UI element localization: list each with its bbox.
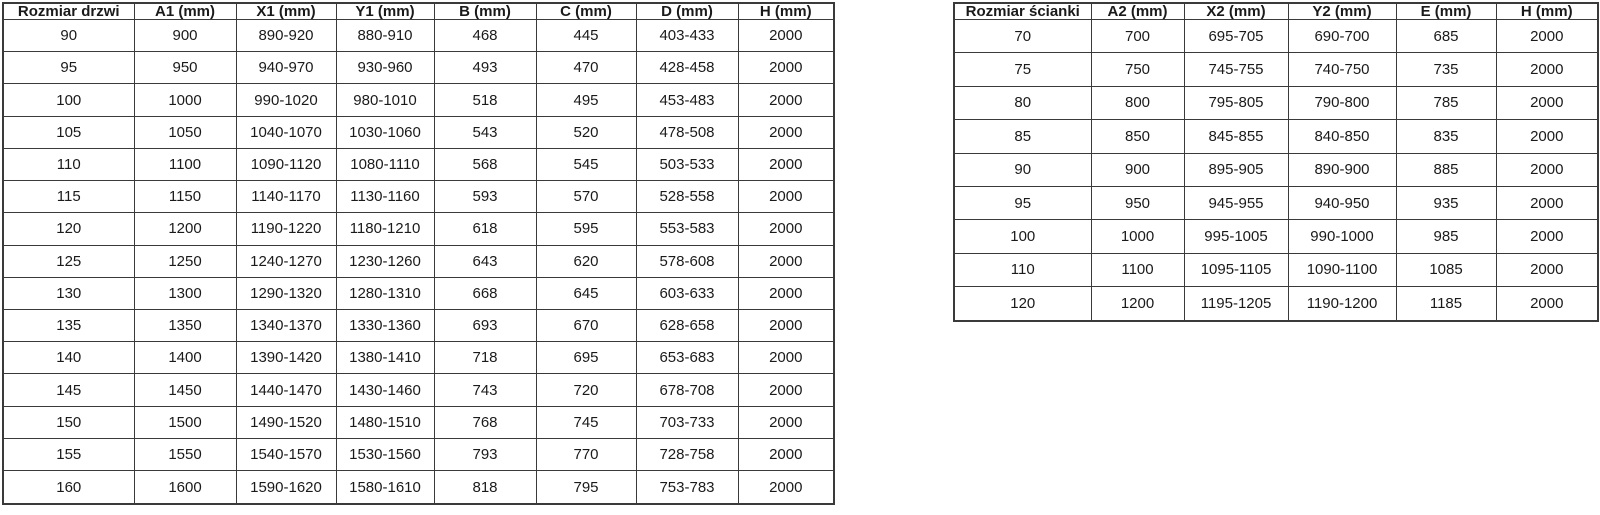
table-cell: 85 — [954, 120, 1091, 153]
table-row — [3, 116, 834, 148]
table-cell: 1540-1570 — [236, 438, 336, 470]
table-cell: 718 — [434, 342, 536, 374]
table-cell: 668 — [434, 277, 536, 309]
table-row — [3, 406, 834, 438]
table-row — [954, 253, 1598, 286]
table-cell: 503-533 — [636, 148, 738, 180]
table-cell: 890-900 — [1288, 153, 1396, 186]
table-cell: 110 — [3, 148, 134, 180]
table-cell: 850 — [1091, 120, 1184, 153]
table-cell: 900 — [1091, 153, 1184, 186]
table-cell: 818 — [434, 471, 536, 504]
table-cell: 740-750 — [1288, 53, 1396, 86]
table-row — [954, 220, 1598, 253]
table-row — [954, 53, 1598, 86]
header-row — [954, 3, 1598, 20]
table-row — [3, 438, 834, 470]
table-cell: 543 — [434, 116, 536, 148]
table-cell: 90 — [954, 153, 1091, 186]
table-cell: 945-955 — [1184, 186, 1288, 219]
table-row — [3, 181, 834, 213]
table-cell: 1600 — [134, 471, 236, 504]
table-cell: 703-733 — [636, 406, 738, 438]
column-header: A1 (mm) — [134, 3, 236, 20]
table-cell: 520 — [536, 116, 636, 148]
table-cell: 795 — [536, 471, 636, 504]
table-cell: 1100 — [1091, 253, 1184, 286]
table-cell: 2000 — [738, 471, 834, 504]
table-cell: 75 — [954, 53, 1091, 86]
table-cell: 1430-1460 — [336, 374, 434, 406]
table-cell: 1100 — [134, 148, 236, 180]
table-cell: 720 — [536, 374, 636, 406]
table-cell: 845-855 — [1184, 120, 1288, 153]
table-cell: 1390-1420 — [236, 342, 336, 374]
table-cell: 603-633 — [636, 277, 738, 309]
table-cell: 2000 — [1496, 287, 1598, 322]
table-row — [3, 342, 834, 374]
table-cell: 770 — [536, 438, 636, 470]
table-cell: 685 — [1396, 20, 1496, 53]
table-cell: 2000 — [1496, 253, 1598, 286]
table-cell: 428-458 — [636, 52, 738, 84]
table-cell: 495 — [536, 84, 636, 116]
table-cell: 403-433 — [636, 20, 738, 52]
table-cell: 900 — [134, 20, 236, 52]
table-cell: 1095-1105 — [1184, 253, 1288, 286]
table-cell: 528-558 — [636, 181, 738, 213]
table-cell: 890-920 — [236, 20, 336, 52]
table-cell: 2000 — [738, 52, 834, 84]
table-cell: 628-658 — [636, 309, 738, 341]
table-cell: 1250 — [134, 245, 236, 277]
table-cell: 160 — [3, 471, 134, 504]
table-cell: 545 — [536, 148, 636, 180]
column-header: Y1 (mm) — [336, 3, 434, 20]
table-cell: 2000 — [1496, 186, 1598, 219]
table-cell: 120 — [3, 213, 134, 245]
table-cell: 2000 — [1496, 120, 1598, 153]
table-row — [954, 86, 1598, 119]
table-cell: 2000 — [738, 181, 834, 213]
column-header: C (mm) — [536, 3, 636, 20]
table-cell: 2000 — [1496, 20, 1598, 53]
table-cell: 880-910 — [336, 20, 434, 52]
table-cell: 70 — [954, 20, 1091, 53]
table-cell: 2000 — [738, 438, 834, 470]
column-header: B (mm) — [434, 3, 536, 20]
table-cell: 100 — [954, 220, 1091, 253]
table-cell: 2000 — [738, 148, 834, 180]
table-cell: 2000 — [738, 277, 834, 309]
table-cell: 950 — [1091, 186, 1184, 219]
table-cell: 1185 — [1396, 287, 1496, 322]
door-sizes-table — [2, 2, 835, 505]
table-cell: 1530-1560 — [336, 438, 434, 470]
table-cell: 1150 — [134, 181, 236, 213]
column-header: A2 (mm) — [1091, 3, 1184, 20]
table-cell: 1490-1520 — [236, 406, 336, 438]
table-cell: 1000 — [1091, 220, 1184, 253]
table-cell: 795-805 — [1184, 86, 1288, 119]
table-cell: 1200 — [1091, 287, 1184, 322]
table-cell: 125 — [3, 245, 134, 277]
table-cell: 468 — [434, 20, 536, 52]
table-cell: 470 — [536, 52, 636, 84]
table-cell: 2000 — [738, 309, 834, 341]
column-header: E (mm) — [1396, 3, 1496, 20]
column-header: X1 (mm) — [236, 3, 336, 20]
table-cell: 2000 — [1496, 53, 1598, 86]
table-row — [3, 471, 834, 504]
table-cell: 750 — [1091, 53, 1184, 86]
table-cell: 790-800 — [1288, 86, 1396, 119]
table-cell: 700 — [1091, 20, 1184, 53]
table-cell: 1180-1210 — [336, 213, 434, 245]
table-cell: 768 — [434, 406, 536, 438]
table-cell: 2000 — [738, 406, 834, 438]
table-cell: 1190-1220 — [236, 213, 336, 245]
table-row — [954, 287, 1598, 322]
table-cell: 995-1005 — [1184, 220, 1288, 253]
table-cell: 1000 — [134, 84, 236, 116]
table-cell: 2000 — [738, 20, 834, 52]
column-header: Y2 (mm) — [1288, 3, 1396, 20]
table-cell: 445 — [536, 20, 636, 52]
table-cell: 553-583 — [636, 213, 738, 245]
table-cell: 1580-1610 — [336, 471, 434, 504]
table-cell: 90 — [3, 20, 134, 52]
column-header: Rozmiar ścianki — [954, 3, 1091, 20]
table-cell: 1340-1370 — [236, 309, 336, 341]
table-cell: 940-950 — [1288, 186, 1396, 219]
table-cell: 670 — [536, 309, 636, 341]
table-cell: 95 — [3, 52, 134, 84]
table-cell: 1230-1260 — [336, 245, 434, 277]
table-cell: 1290-1320 — [236, 277, 336, 309]
column-header: H (mm) — [738, 3, 834, 20]
table-cell: 1330-1360 — [336, 309, 434, 341]
table-row — [3, 20, 834, 52]
table-cell: 568 — [434, 148, 536, 180]
table-cell: 1090-1120 — [236, 148, 336, 180]
table-cell: 1040-1070 — [236, 116, 336, 148]
table-cell: 2000 — [738, 245, 834, 277]
table-cell: 80 — [954, 86, 1091, 119]
table-cell: 1380-1410 — [336, 342, 434, 374]
table-cell: 753-783 — [636, 471, 738, 504]
table-cell: 1300 — [134, 277, 236, 309]
column-header: Rozmiar drzwi — [3, 3, 134, 20]
table-cell: 745-755 — [1184, 53, 1288, 86]
table-cell: 595 — [536, 213, 636, 245]
table-row — [3, 84, 834, 116]
table-cell: 155 — [3, 438, 134, 470]
table-cell: 620 — [536, 245, 636, 277]
table-cell: 985 — [1396, 220, 1496, 253]
table-cell: 840-850 — [1288, 120, 1396, 153]
table-cell: 653-683 — [636, 342, 738, 374]
table-cell: 105 — [3, 116, 134, 148]
table-cell: 493 — [434, 52, 536, 84]
table-cell: 930-960 — [336, 52, 434, 84]
table-cell: 120 — [954, 287, 1091, 322]
table-cell: 1195-1205 — [1184, 287, 1288, 322]
table-cell: 735 — [1396, 53, 1496, 86]
table-cell: 885 — [1396, 153, 1496, 186]
table-row — [3, 52, 834, 84]
table-cell: 618 — [434, 213, 536, 245]
table-cell: 1190-1200 — [1288, 287, 1396, 322]
table-cell: 2000 — [1496, 220, 1598, 253]
table-row — [3, 277, 834, 309]
table-cell: 1090-1100 — [1288, 253, 1396, 286]
table-cell: 100 — [3, 84, 134, 116]
table-cell: 695-705 — [1184, 20, 1288, 53]
table-cell: 1590-1620 — [236, 471, 336, 504]
table-cell: 678-708 — [636, 374, 738, 406]
table-cell: 2000 — [738, 374, 834, 406]
table-cell: 2000 — [738, 84, 834, 116]
table-cell: 95 — [954, 186, 1091, 219]
column-header: H (mm) — [1496, 3, 1598, 20]
table-cell: 1280-1310 — [336, 277, 434, 309]
table-cell: 645 — [536, 277, 636, 309]
table-row — [954, 120, 1598, 153]
table-cell: 745 — [536, 406, 636, 438]
table-cell: 950 — [134, 52, 236, 84]
table-cell: 518 — [434, 84, 536, 116]
table-cell: 2000 — [738, 342, 834, 374]
table-cell: 570 — [536, 181, 636, 213]
table-cell: 1080-1110 — [336, 148, 434, 180]
table-cell: 940-970 — [236, 52, 336, 84]
table-cell: 140 — [3, 342, 134, 374]
table-cell: 793 — [434, 438, 536, 470]
table-cell: 1450 — [134, 374, 236, 406]
table-cell: 990-1020 — [236, 84, 336, 116]
table-cell: 935 — [1396, 186, 1496, 219]
table-cell: 2000 — [1496, 86, 1598, 119]
table-cell: 728-758 — [636, 438, 738, 470]
column-header: X2 (mm) — [1184, 3, 1288, 20]
table-row — [954, 20, 1598, 53]
table-row — [3, 374, 834, 406]
table-cell: 478-508 — [636, 116, 738, 148]
table-cell: 800 — [1091, 86, 1184, 119]
table-cell: 1480-1510 — [336, 406, 434, 438]
table-cell: 150 — [3, 406, 134, 438]
header-row — [3, 3, 834, 20]
column-header: D (mm) — [636, 3, 738, 20]
table-cell: 1050 — [134, 116, 236, 148]
table-cell: 110 — [954, 253, 1091, 286]
table-cell: 2000 — [1496, 153, 1598, 186]
table-cell: 2000 — [738, 213, 834, 245]
table-cell: 743 — [434, 374, 536, 406]
table-cell: 643 — [434, 245, 536, 277]
table-cell: 115 — [3, 181, 134, 213]
table-cell: 980-1010 — [336, 84, 434, 116]
table-row — [3, 148, 834, 180]
table-cell: 1085 — [1396, 253, 1496, 286]
table-cell: 453-483 — [636, 84, 738, 116]
table-cell: 990-1000 — [1288, 220, 1396, 253]
table-cell: 593 — [434, 181, 536, 213]
table-cell: 135 — [3, 309, 134, 341]
table-cell: 1350 — [134, 309, 236, 341]
table-cell: 695 — [536, 342, 636, 374]
table-cell: 1030-1060 — [336, 116, 434, 148]
table-cell: 785 — [1396, 86, 1496, 119]
table-cell: 1200 — [134, 213, 236, 245]
table-cell: 1500 — [134, 406, 236, 438]
table-cell: 578-608 — [636, 245, 738, 277]
table-cell: 690-700 — [1288, 20, 1396, 53]
table-row — [3, 213, 834, 245]
table-row — [3, 245, 834, 277]
table-cell: 1140-1170 — [236, 181, 336, 213]
table-cell: 895-905 — [1184, 153, 1288, 186]
table-cell: 693 — [434, 309, 536, 341]
table-cell: 1440-1470 — [236, 374, 336, 406]
table-row — [3, 309, 834, 341]
table-cell: 835 — [1396, 120, 1496, 153]
table-cell: 1550 — [134, 438, 236, 470]
table-cell: 1130-1160 — [336, 181, 434, 213]
table-row — [954, 153, 1598, 186]
table-cell: 2000 — [738, 116, 834, 148]
wall-panel-sizes-table — [953, 2, 1599, 322]
table-cell: 1400 — [134, 342, 236, 374]
table-row — [954, 186, 1598, 219]
table-cell: 1240-1270 — [236, 245, 336, 277]
table-cell: 145 — [3, 374, 134, 406]
table-cell: 130 — [3, 277, 134, 309]
